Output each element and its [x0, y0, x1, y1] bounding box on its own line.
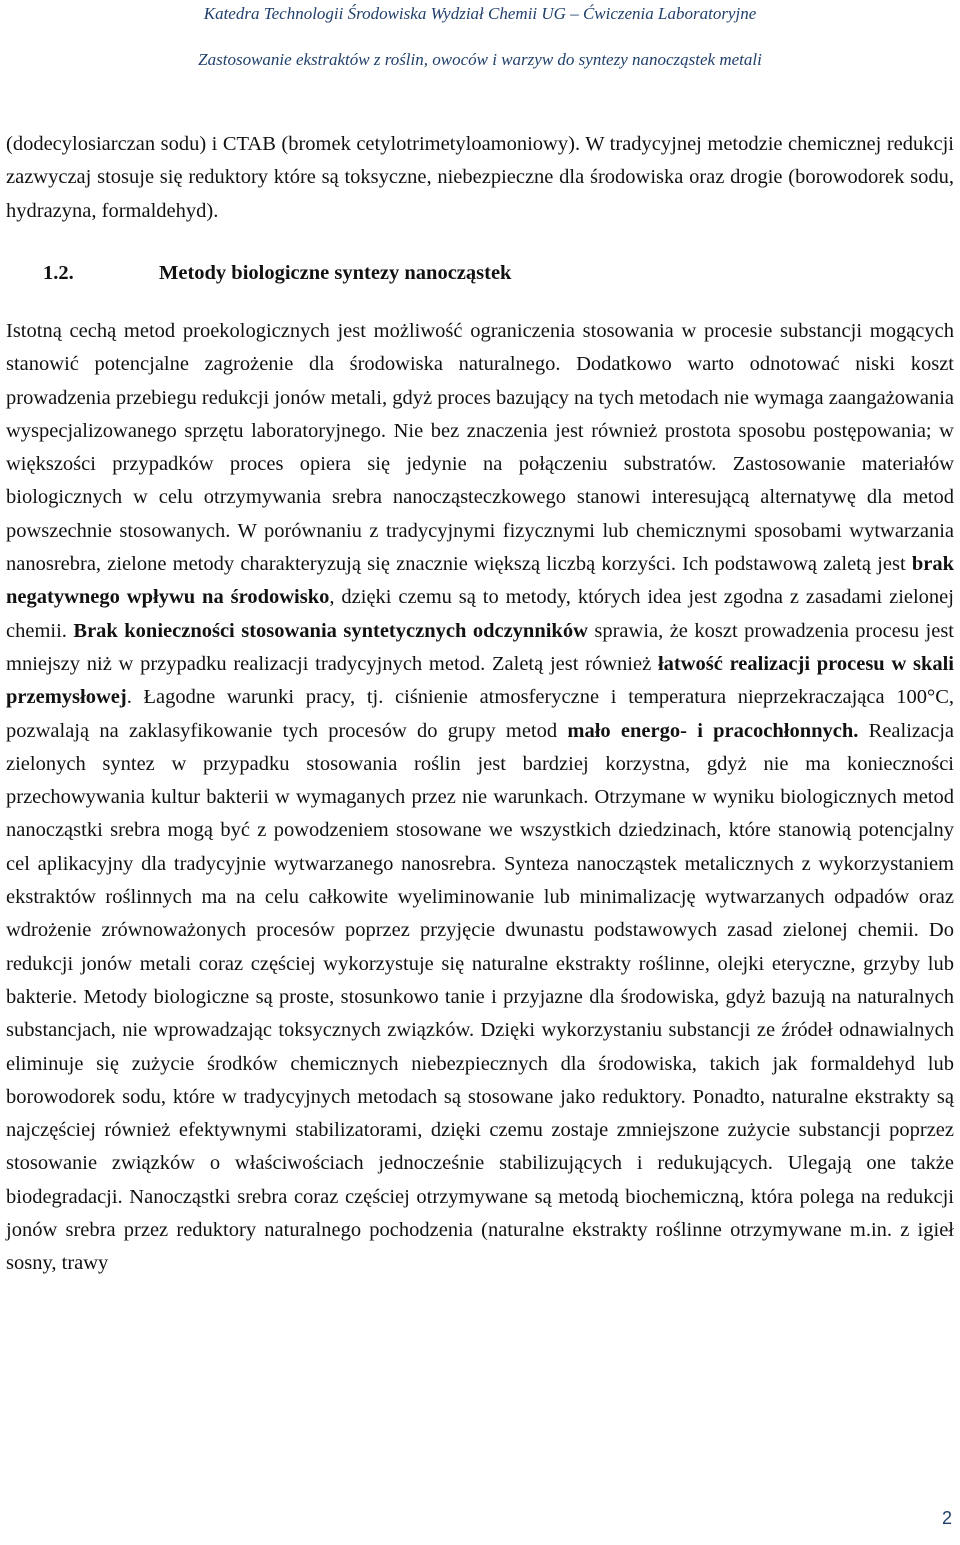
header-course-title: Zastosowanie ekstraktów z roślin, owoców i warzyw do syntezy nanocząstek metali: [198, 50, 762, 69]
bold-no-negative-impact: brak negatywnego wpływu na środowisko: [6, 553, 954, 609]
intro-paragraph: [6, 128, 954, 228]
section-heading: [43, 262, 511, 285]
body-text-2: , dzięki czemu są to metody, których idea jest zgodna z zasadami zielonej chemii.: [6, 586, 954, 642]
section-number: 1.2.: [43, 262, 74, 284]
body-text: [6, 315, 954, 1281]
bold-low-energy: mało energo- i pracochłonnych.: [567, 719, 859, 742]
body-text-3: sprawia, że koszt prowadzenia procesu jest mniejszy niż w przypadku realizacji tradycyjnych metod. Zaletą jest również: [6, 619, 955, 675]
body-text-1: Istotną cechą metod proekologicznych jest możliwość ograniczenia stosowania w procesie substancji mogących stanowić potencjalne zagrożenie dla środowiska naturalnego. Dodatkowo warto odnotować niski koszt prowadzenia przebiegu redukcji jonów metali, gdyż proces bazujący na tych metodach nie wymaga zaangażowania wyspecjalizowanego sprzętu laboratoryjnego. Nie bez znaczenia jest również prostota sposobu postępowania; w większości przypadków proces opiera się jedynie na połączeniu substratów. Zastosowanie materiałów biologicznych w celu otrzymywania srebra nanocząsteczkowego stanowi interesującą alternatywę dla metod powszechnie stosowanych. W porównaniu z tradycyjnymi fizycznymi lub chemicznymi sposobami wytwarzania nanosrebra, zielone metody charakteryzują się znacznie większą liczbą korzyści. Ich podstawową zaletą jest: [6, 320, 954, 576]
page-number: 2: [941, 1508, 952, 1528]
section-title: Metody biologiczne syntezy nanocząstek: [159, 262, 512, 284]
bold-industrial-scale: łatwość realizacji procesu w skali przemysłowej: [6, 652, 955, 709]
body-paragraph: [6, 315, 954, 1281]
bold-no-synthetic-reagents: Brak konieczności stosowania syntetycznych odczynników: [73, 619, 588, 642]
intro-text: (dodecylosiarczan sodu) i CTAB (bromek cetylotrimetyloamoniowy). W tradycyjnej metodzie chemicznej redukcji zazwyczaj stosuje się reduktory które są toksyczne, niebezpieczne dla środowiska oraz drogie (borowodorek sodu, hydrazyna, formaldehyd).: [6, 133, 954, 222]
body-text-4: . Łagodne warunki pracy, tj. ciśnienie atmosferyczne i temperatura nieprzekraczająca 100°C, pozwalają na zaklasyfikowanie tych procesów do grupy metod: [6, 686, 954, 742]
body-text-5: Realizacja zielonych syntez w przypadku stosowania roślin jest bardziej korzystna, gdyż nie ma konieczności przechowywania kultur bakterii w wymaganych przez nie warunkach. Otrzymane w wyniku biologicznych metod nanocząstki srebra mogą być z powodzeniem stosowane we wszystkich dziedzinach, które stanowią potencjalny cel aplikacyjny dla tradycyjnie wytwarzanego nanosrebra. Synteza nanocząstek metalicznych z wykorzystaniem ekstraktów roślinnych ma na celu całkowite wyeliminowanie lub minimalizację wytwarzanych odpadów oraz wdrożenie zrównoważonych procesów poprzez przyjęcie dwunastu podstawowych zasad zielonej chemii. Do redukcji jonów metali coraz częściej wykorzystuje się naturalne ekstrakty roślinne, olejki eteryczne, grzyby lub bakterie. Metody biologiczne są proste, stosunkowo tanie i przyjazne dla środowiska, gdyż bazują na naturalnych substancjach, nie wprowadzając toksycznych związków. Dzięki wykorzystaniu substancji ze źródeł odnawialnych eliminuje się zużycie środków chemicznych niebezpiecznych dla środowiska, takich jak formaldehyd lub borowodorek sodu, które w tradycyjnych metodach są stosowane jako reduktory. Ponadto, naturalne ekstrakty są najczęściej również efektywnymi stabilizatorami, dzięki czemu zostaje zmniejszone zużycie substancji poprzez stosowanie związków o właściwościach jednocześnie stabilizujących i redukujących. Ulegają one także biodegradacji. Nanocząstki srebra coraz częściej otrzymywane są metodą biochemiczną, która polega na redukcji jonów srebra przez reduktory naturalnego pochodzenia (naturalne ekstrakty roślinne otrzymywane m.in. z igieł sosny, trawy: [6, 719, 954, 1275]
header-institution: Katedra Technologii Środowiska Wydział Chemii UG – Ćwiczenia Laboratoryjne: [203, 4, 757, 23]
